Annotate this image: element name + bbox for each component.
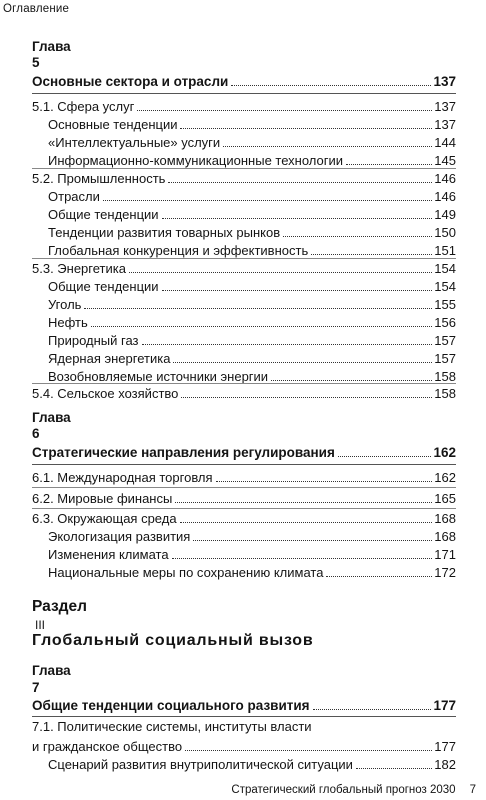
toc-entry-page: 168 — [434, 511, 456, 526]
toc-entry-page: 158 — [434, 369, 456, 384]
dot-leader — [338, 456, 432, 457]
dot-leader — [173, 362, 432, 363]
chapter-6-number: 6 — [32, 426, 40, 441]
toc-entry-6-2[interactable] — [32, 489, 456, 507]
toc-entry-title: Экологизация развития — [48, 529, 191, 544]
dot-leader — [91, 326, 433, 327]
toc-entry-title: Нефть — [48, 315, 88, 330]
dot-leader — [185, 750, 432, 751]
toc-entry-page: 172 — [434, 565, 456, 580]
toc-entry-chapter-7[interactable] — [32, 696, 456, 714]
part-title: Глобальный социальный вызов — [32, 632, 314, 649]
toc-entry-5-1[interactable] — [32, 97, 456, 115]
dot-leader — [168, 182, 432, 183]
dot-leader — [311, 254, 432, 255]
toc-entry-page: 171 — [434, 547, 456, 562]
toc-entry-page: 168 — [434, 529, 456, 544]
dot-leader — [180, 128, 432, 129]
toc-entry-title: 5.3. Энергетика — [32, 261, 126, 276]
toc-subentry[interactable] — [48, 295, 456, 313]
toc-entry-title: 5.2. Промышленность — [32, 171, 166, 186]
toc-subentry[interactable] — [48, 527, 456, 545]
toc-subentry[interactable] — [48, 755, 456, 773]
toc-entry-6-1[interactable] — [32, 468, 456, 486]
toc-subentry[interactable] — [48, 563, 456, 581]
toc-entry-chapter-5[interactable] — [32, 72, 456, 90]
dot-leader — [162, 218, 433, 219]
dot-leader — [84, 308, 432, 309]
toc-entry-title: Тенденции развития товарных рынков — [48, 225, 281, 240]
toc-entry-6-3[interactable] — [32, 509, 456, 527]
toc-entry-5-4[interactable] — [32, 384, 456, 402]
toc-entry-page: 155 — [434, 297, 456, 312]
toc-entry-title: Национальные меры по сохранению климата — [48, 565, 324, 580]
dot-leader — [216, 481, 433, 482]
toc-entry-page: 157 — [434, 333, 456, 348]
toc-entry-page: 150 — [434, 225, 456, 240]
toc-entry-page: 146 — [434, 189, 456, 204]
dot-leader — [223, 146, 432, 147]
toc-subentry[interactable] — [48, 349, 456, 367]
dot-leader — [346, 164, 432, 165]
toc-entry-title: Стратегические направления регулирования — [32, 445, 335, 460]
toc-entry-page: 146 — [434, 171, 456, 186]
toc-subentry[interactable] — [48, 115, 456, 133]
toc-subentry[interactable] — [48, 545, 456, 563]
toc-entry-page: 157 — [434, 351, 456, 366]
toc-subentry[interactable] — [48, 187, 456, 205]
toc-entry-title: Общие тенденции — [48, 279, 159, 294]
toc-entry-page: 177 — [433, 698, 456, 713]
toc-entry-5-2[interactable] — [32, 169, 456, 187]
dot-leader — [180, 522, 433, 523]
dot-leader — [193, 540, 432, 541]
chapter-5-label: Глава — [32, 39, 71, 54]
chapter-6-label: Глава — [32, 410, 71, 425]
toc-entry-page: 144 — [434, 135, 456, 150]
page-number: 7 — [469, 784, 476, 796]
dot-leader — [175, 502, 432, 503]
toc-entry-title: 6.1. Международная торговля — [32, 470, 213, 485]
toc-entry-page: 149 — [434, 207, 456, 222]
toc-entry-title: Возобновляемые источники энергии — [48, 369, 269, 384]
running-head: Оглавление — [3, 3, 70, 15]
toc-entry-page: 158 — [434, 386, 456, 401]
toc-entry-5-3[interactable] — [32, 259, 456, 277]
toc-entry-page: 154 — [434, 261, 456, 276]
toc-subentry[interactable] — [48, 241, 456, 259]
toc-entry-page: 165 — [434, 491, 456, 506]
dot-leader — [326, 576, 432, 577]
toc-entry-7-1[interactable] — [32, 737, 456, 755]
dot-leader — [142, 344, 433, 345]
toc-subentry[interactable] — [48, 151, 456, 169]
book-title: Стратегический глобальный прогноз 2030 — [231, 784, 456, 796]
toc-entry-title: и гражданское общество — [32, 739, 183, 754]
toc-entry-page: 156 — [434, 315, 456, 330]
toc-entry-title: Глобальная конкуренция и эффективность — [48, 243, 309, 258]
chapter-7-label: Глава — [32, 663, 71, 678]
toc-subentry[interactable] — [48, 205, 456, 223]
toc-entry-title: 5.4. Сельское хозяйство — [32, 386, 179, 401]
toc-entry-chapter-6[interactable] — [32, 443, 456, 461]
toc-subentry[interactable] — [48, 277, 456, 295]
dot-leader — [103, 200, 432, 201]
toc-entry-title: Информационно-коммуникационные технологии — [48, 153, 344, 168]
divider — [32, 716, 456, 717]
toc-entry-title: Основные сектора и отрасли — [32, 74, 229, 89]
toc-entry-title: Общие тенденции — [48, 207, 159, 222]
toc-entry-title: Отрасли — [48, 189, 100, 204]
toc-entry-title: Изменения климата — [48, 547, 169, 562]
toc-entry-page: 154 — [434, 279, 456, 294]
toc-entry-title: 6.3. Окружающая среда — [32, 511, 177, 526]
dot-leader — [162, 290, 433, 291]
dot-leader — [271, 380, 432, 381]
toc-entry-title: Общие тенденции социального развития — [32, 698, 310, 713]
part-number: III — [35, 618, 46, 632]
toc-entry-page: 137 — [434, 99, 456, 114]
toc-entry-title: Уголь — [48, 297, 82, 312]
toc-entry-title: Основные тенденции — [48, 117, 178, 132]
dot-leader — [283, 236, 432, 237]
chapter-5-number: 5 — [32, 55, 40, 70]
dot-leader — [129, 272, 432, 273]
toc-entry-page: 177 — [434, 739, 456, 754]
toc-entry-page: 145 — [434, 153, 456, 168]
toc-entry-page: 151 — [434, 243, 456, 258]
part-label: Раздел — [32, 598, 87, 615]
dot-leader — [356, 768, 432, 769]
toc-entry-7-1-line1[interactable]: 7.1. Политические системы, институты власти — [32, 719, 312, 734]
dot-leader — [181, 397, 432, 398]
divider — [32, 464, 456, 465]
dot-leader — [172, 558, 433, 559]
toc-entry-title: 5.1. Сфера услуг — [32, 99, 135, 114]
dot-leader — [137, 110, 432, 111]
toc-entry-title: Ядерная энергетика — [48, 351, 171, 366]
toc-entry-page: 182 — [434, 757, 456, 772]
page-footer — [227, 784, 476, 796]
toc-subentry[interactable] — [48, 313, 456, 331]
chapter-7-number: 7 — [32, 680, 40, 695]
toc-entry-title: 6.2. Мировые финансы — [32, 491, 173, 506]
dot-leader — [313, 709, 432, 710]
toc-entry-page: 137 — [434, 117, 456, 132]
toc-entry-title: «Интеллектуальные» услуги — [48, 135, 221, 150]
toc-entry-title: Природный газ — [48, 333, 139, 348]
toc-subentry[interactable] — [48, 133, 456, 151]
divider — [32, 487, 456, 488]
toc-entry-page: 162 — [433, 445, 456, 460]
toc-subentry[interactable] — [48, 331, 456, 349]
toc-entry-title: Сценарий развития внутриполитической ситуации — [48, 757, 353, 772]
toc-subentry[interactable] — [48, 223, 456, 241]
dot-leader — [231, 85, 431, 86]
toc-entry-page: 137 — [433, 74, 456, 89]
toc-entry-page: 162 — [434, 470, 456, 485]
divider — [32, 93, 456, 94]
